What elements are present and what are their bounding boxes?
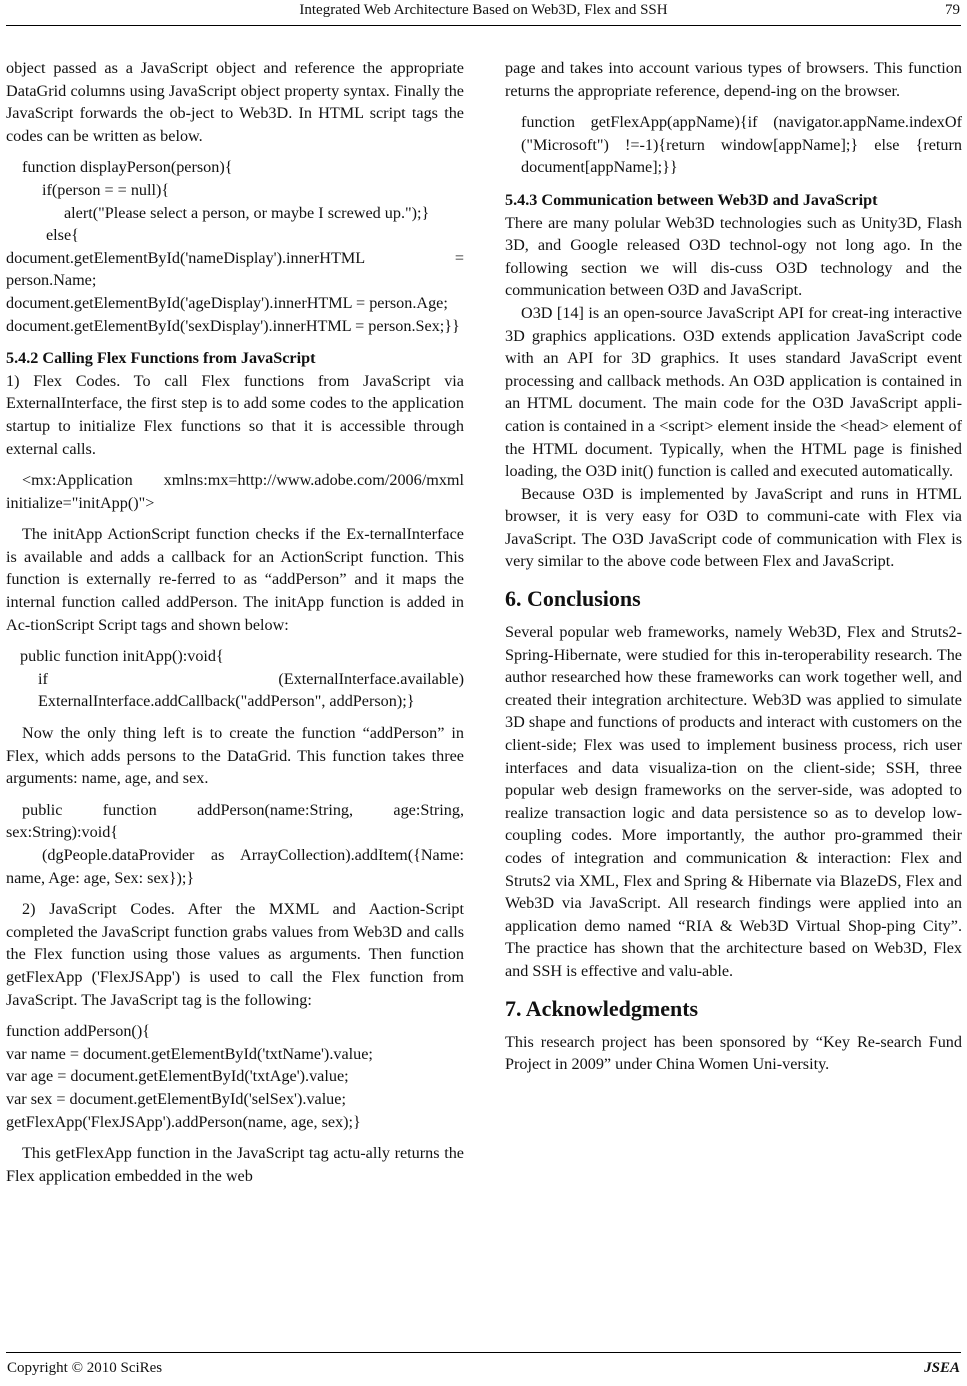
code-line: var name = document.getElementById('txtName').value; bbox=[6, 1044, 373, 1063]
header-rule bbox=[6, 25, 961, 26]
footer-rule bbox=[6, 1352, 961, 1353]
code-line: if (ExternalInterface.available) ExternalInterface.addCallback("addPerson", addPerson);} bbox=[38, 669, 464, 711]
code-get-flex-app: function getFlexApp(appName){if (navigator.appName.indexOf ("Microsoft") !=-1){return window[appName];} else {return document[appName];}} bbox=[521, 113, 962, 177]
code-line: if(person = = null){ bbox=[42, 180, 170, 199]
paragraph: 1) Flex Codes. To call Flex functions from JavaScript via ExternalInterface, the first step is to add some codes to the application startup to initialize Flex functions so that it is accessible through external calls. bbox=[6, 371, 464, 458]
paragraph: This research project has been sponsored by “Key Re-search Fund Project in 2009” under China Women Uni-versity. bbox=[505, 1032, 962, 1074]
code-init-app bbox=[6, 645, 464, 713]
paragraph: Because O3D is implemented by JavaScript and runs in HTML browser, it is very easy for O3D to communi-cate with Flex via JavaScript. The O3D JavaScript code of communication with Flex is very similar to the above code between Flex and JavaScript. bbox=[505, 484, 962, 571]
paragraph: 2) JavaScript Codes. After the MXML and Aaction-Script completed the JavaScript function grabs values from Web3D and calls the Flex function using those values as arguments. Then function getFlexApp ('FlexJSApp') is used to call the Flex function from JavaScript. The JavaScript tag is the following: bbox=[6, 900, 464, 1009]
right-column bbox=[505, 57, 962, 1076]
code-line: public function addPerson(name:String, age:String, sex:String):void{ bbox=[6, 800, 464, 842]
code-add-person-flex bbox=[6, 799, 464, 889]
copyright: Copyright © 2010 SciRes bbox=[7, 1360, 163, 1376]
code-display-person bbox=[6, 156, 464, 337]
paragraph: object passed as a JavaScript object and reference the appropriate DataGrid columns using JavaScript object property syntax. Finally the JavaScript forwards the ob-ject to Web3D. In HTML script tags the codes can be written as below. bbox=[6, 59, 464, 145]
code-add-person-js bbox=[6, 1020, 464, 1133]
subsection-heading: 5.4.3 Communication between Web3D and JavaScript bbox=[505, 190, 878, 209]
code-line: document.getElementById('nameDisplay').innerHTML = person.Name; bbox=[6, 248, 464, 290]
page-footer bbox=[0, 1352, 967, 1382]
code-line: getFlexApp('FlexJSApp').addPerson(name, age, sex);} bbox=[6, 1112, 361, 1131]
code-line: var age = document.getElementById('txtAge').value; bbox=[6, 1067, 349, 1086]
journal-name: JSEA bbox=[924, 1360, 960, 1376]
paragraph: This getFlexApp function in the JavaScript tag actu-ally returns the Flex application embedded in the web bbox=[6, 1144, 464, 1185]
paragraph: The initApp ActionScript function checks if the Ex-ternalInterface is available and adds a callback for an ActionScript function. This function is externally re-ferred to as “addPerson” and it maps the internal function called addPerson. The initApp function is added in Ac-tionScript Script tags and shown below: bbox=[6, 525, 464, 634]
paragraph: Several popular web frameworks, namely Web3D, Flex and Struts2-Spring-Hibernate, were studied for this in-teroperability research. The author researched how these frameworks can work together well, and created their integration architecture. Web3D was applied to simulate 3D shape and functions of products and interact with customers on the client-side; Flex was used to implement business process, rich user interfaces and data visualiza-tion on the client-side; SSH, three popular web design frameworks on the server-side, was adopted to realize transaction logic and data persistence so as to develop low-coupling codes. More importantly, the author pro-grammed their codes of integration and communication & interaction: Flex and Struts2 via XML, Flex and Spring & Hibernate via BlazeDS, Flex and Web3D via JavaScript. All research findings were applied into an application demo named “RIA & Web3D Virtual Shop-ping City”. The practice has shown that the architecture based on Web3D, Flex and SSH is effective and valu-able. bbox=[505, 623, 962, 980]
code-line: var sex = document.getElementById('selSex').value; bbox=[6, 1089, 346, 1108]
code-line: public function initApp():void{ bbox=[20, 647, 224, 666]
section-heading-acknowledgments: 7. Acknowledgments bbox=[505, 995, 699, 1021]
code-line: function addPerson(){ bbox=[6, 1022, 150, 1041]
code-line: else{ bbox=[46, 226, 79, 245]
paragraph: O3D [14] is an open-source JavaScript API for creat-ing interactive 3D graphics applications. O3D extends application JavaScript code with an API for 3D graphics. It uses standard JavaScript event processing and callback methods. An O3D application is contained in an HTML document. The main code for the O3D JavaScript appli-cation is contained in a <script> element inside the <head> element of the HTML document. Typically, when the HTML page is finished loading, the O3D init() function is called and executed automatically. bbox=[505, 303, 962, 481]
code-mx-application: <mx:Application xmlns:mx=http://www.adobe.com/2006/mxml initialize="initApp()"> bbox=[6, 471, 464, 512]
left-column bbox=[6, 57, 464, 1187]
code-line: document.getElementById('sexDisplay').innerHTML = person.Sex;}} bbox=[6, 316, 460, 335]
page-header bbox=[0, 0, 967, 24]
page-number: 79 bbox=[945, 2, 960, 18]
code-line: alert("Please select a person, or maybe I screwed up.");} bbox=[64, 203, 430, 222]
code-line: document.getElementById('ageDisplay').innerHTML = person.Age; bbox=[6, 293, 448, 312]
paragraph: Now the only thing left is to create the function “addPerson” in Flex, which adds persons to the DataGrid. This function takes three arguments: name, age, and sex. bbox=[6, 724, 464, 788]
code-line: (dgPeople.dataProvider as ArrayCollection).addItem({Name: name, Age: age, Sex: sex});} bbox=[6, 846, 464, 887]
section-heading-conclusions: 6. Conclusions bbox=[505, 586, 641, 612]
running-title: Integrated Web Architecture Based on Web3D, Flex and SSH bbox=[299, 2, 668, 18]
paragraph: There are many polular Web3D technologies such as Unity3D, Flash 3D, and Google released O3D technol-ogy not long ago. In the following section we will dis-cuss O3D technology and the communication between O3D and JavaScript. bbox=[505, 213, 962, 300]
subsection-heading: 5.4.2 Calling Flex Functions from JavaScript bbox=[6, 349, 316, 368]
paragraph: page and takes into account various types of browsers. This function returns the appropriate reference, depend-ing on the browser. bbox=[505, 59, 962, 100]
code-line: function displayPerson(person){ bbox=[22, 158, 233, 177]
